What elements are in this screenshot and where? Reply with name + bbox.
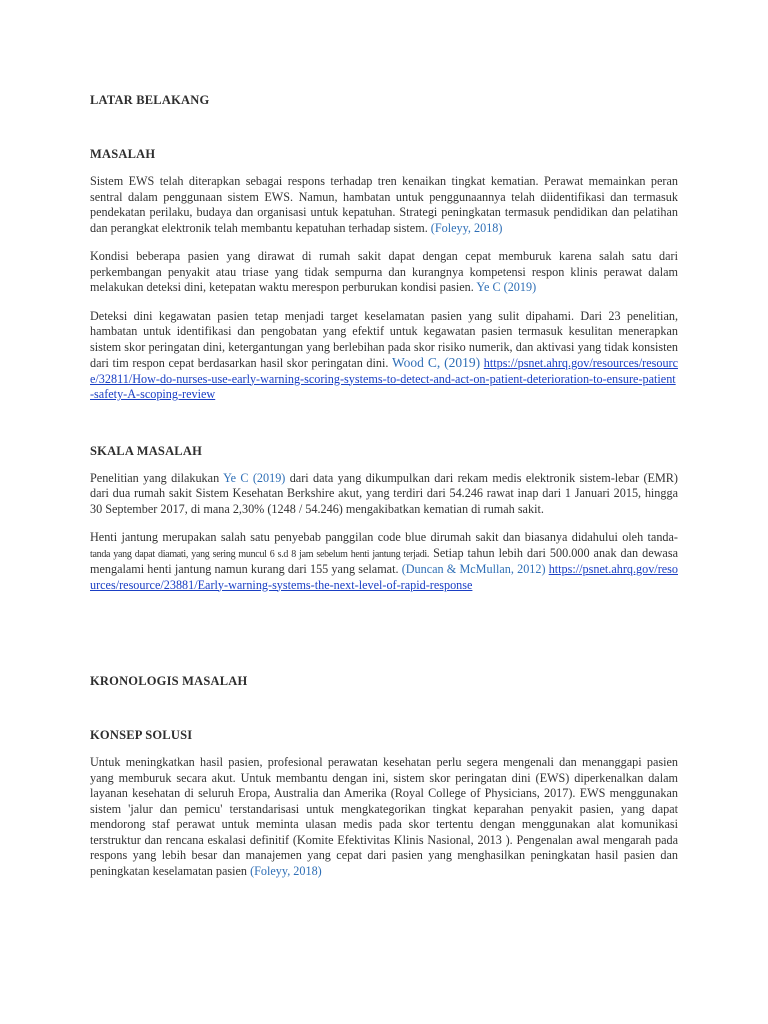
skala-paragraph-1 <box>90 471 678 518</box>
skala-paragraph-1-pre: Penelitian yang dilakukan <box>90 470 220 485</box>
citation-duncan-mcmullan-2012: (Duncan & McMullan, 2012) <box>401 562 546 576</box>
konsep-paragraph-1-text: Untuk meningkatkan hasil pasien, profesional perawatan kesehatan perlu segera mengenali dan menanggapi pasien yang memburuk secara akut. Untuk membantu dengan ini, sistem skor peringatan dini (EWS) diperkenalkan dalam layanan kesehatan di seluruh Eropa, Australia dan Amerika (Royal College of Physicians, 2017). EWS menggunakan sistem 'jalur dan pemicu' terstandarisasi untuk mengkategorikan tingkat keparahan penyakit pasien, yang dapat mendorong staf perawat untuk meminta ulasan medis pada skor tertentu dengan menggunakan alat komunikasi terstruktur dan rencana eskalasi definitif (Komite Efektivitas Klinis Nasional, 2013 ). Pengenalan awal mengarah pada respons yang lebih besar dan manajemen yang cepat dari pasien yang menghasilkan peningkatan hasil pasien dan peningkatan keselamatan pasien <box>90 755 678 878</box>
citation-ye-c-2019: Ye C (2019) <box>476 280 537 294</box>
link-psnet-32811[interactable]: https://psnet.ahrq.gov/resources/resource/32811/How-do-nurses-use-early-warning-scoring-systems-to-detect-and-act-on-patient-deterioration-to-ensure-patient-safety-A-scoping-review <box>90 356 679 401</box>
masalah-paragraph-1-text: Sistem EWS telah diterapkan sebagai respons terhadap tren kenaikan tingkat kematian. Perawat memainkan peran sentral dalam penggunaan sistem EWS. Namun, hambatan untuk penggunaannya telah diidentifikasi dan termasuk pendekatan perilaku, budaya dan organisasi untuk kepatuhan. Strategi peningkatan termasuk pendidikan dan pelatihan dan perangkat elektronik telah membantu kepatuhan terhadap sistem. <box>90 174 678 235</box>
heading-kronologis-masalah: KRONOLOGIS MASALAH <box>90 674 248 688</box>
masalah-paragraph-2-text: Kondisi beberapa pasien yang dirawat di rumah sakit dapat dengan cepat memburuk karena salah satu dari perkembangan penyakit atau triase yang tidak sempurna dan kurangnya kompetensi respon klinis perawat dalam melakukan deteksi dini, ketepatan waktu merespon perburukan kondisi pasien. <box>90 249 678 294</box>
citation-foleyy-2018-konsep: (Foleyy, 2018) <box>250 863 322 878</box>
masalah-paragraph-3 <box>90 309 678 403</box>
citation-ye-c-2019-skala: Ye C (2019) <box>223 470 286 485</box>
heading-latar-belakang: LATAR BELAKANG <box>90 93 210 107</box>
konsep-paragraph-1 <box>90 755 678 879</box>
heading-masalah: MASALAH <box>90 147 156 161</box>
citation-foleyy-2018: (Foleyy, 2018) <box>430 220 503 235</box>
skala-paragraph-2-a: Henti jantung merupakan salah satu penyebab panggilan code blue dirumah sakit dan biasanya didahului oleh tanda- <box>90 530 678 544</box>
masalah-paragraph-2 <box>90 249 678 296</box>
skala-paragraph-1-post: dari data yang dikumpulkan dari rekam medis elektronik sistem-lebar (EMR) dari dua rumah sakit Sistem Kesehatan Berkshire akut, yang terdiri dari 54.246 rawat inap dari 1 Januari 2015, hingga 30 September 2017, di mana 2,30% (1248 / 54.246) mengakibatkan kematian di rumah sakit. <box>90 470 678 516</box>
citation-wood-c-2019: Wood C, (2019) <box>392 355 481 370</box>
skala-paragraph-2-b: tanda yang dapat diamati, yang sering muncul 6 s.d 8 jam sebelum henti jantung terjadi. <box>90 548 430 560</box>
skala-paragraph-2-c: Setiap tahun lebih dari 500.000 anak dan dewasa mengalami henti jantung namun kurang dari 155 yang selamat. <box>90 545 678 576</box>
heading-skala-masalah: SKALA MASALAH <box>90 443 202 458</box>
skala-paragraph-2 <box>90 530 678 593</box>
masalah-paragraph-1 <box>90 174 678 236</box>
heading-konsep-solusi: KONSEP SOLUSI <box>90 728 193 742</box>
document-content <box>90 92 678 879</box>
masalah-paragraph-3-text: Deteksi dini kegawatan pasien tetap menjadi target keselamatan pasien yang sulit dipahami. Dari 23 penelitian, hambatan untuk identifikasi dan pengobatan yang efektif untuk kegawatan pasien termasuk kesulitan menerapkan sistem skor peringatan dini, ketergantungan yang berlebihan pada skor risiko numerik, dan aktivasi yang tidak konsisten dari tim respon cepat berdasarkan hasil skor peringatan dini. <box>90 308 678 370</box>
link-psnet-23881[interactable]: https://psnet.ahrq.gov/resources/resource/23881/Early-warning-systems-the-next-level-of-rapid-response <box>90 562 678 592</box>
